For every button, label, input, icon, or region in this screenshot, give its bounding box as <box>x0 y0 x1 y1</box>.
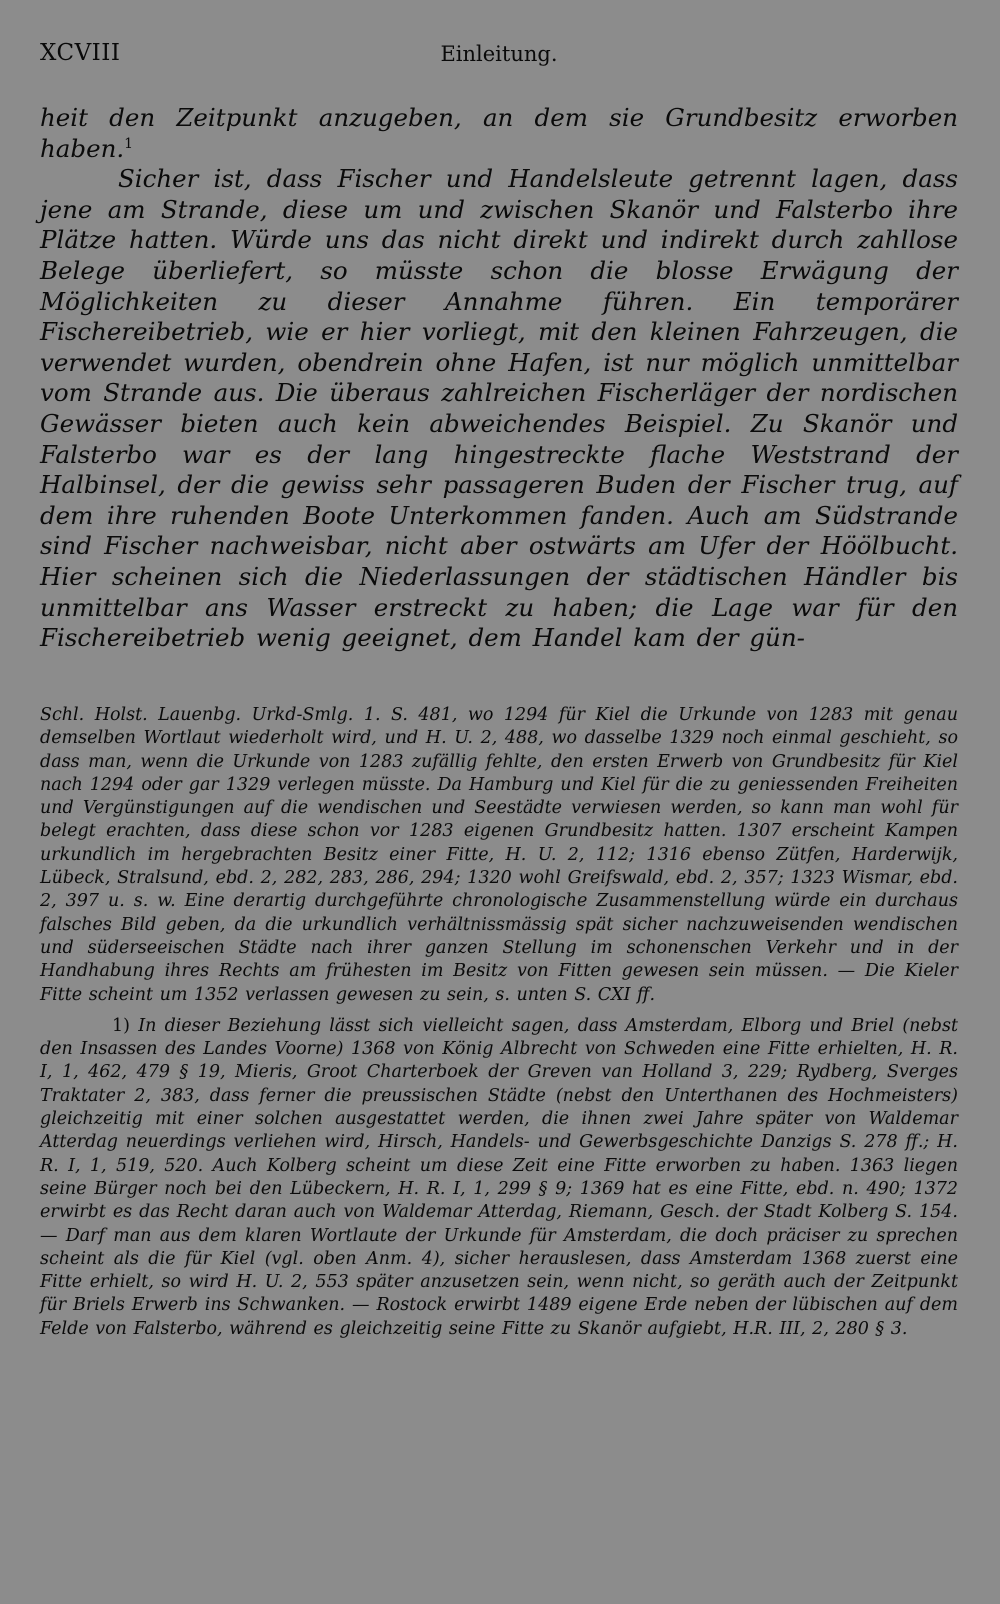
footnotes <box>40 704 958 1341</box>
footnote-1-marker: 1) <box>112 1015 130 1036</box>
footnote-1 <box>40 1015 958 1341</box>
page-number: XCVIII <box>40 40 121 66</box>
footnote-1-text: In dieser Beziehung lässt sich vielleicht sagen, dass Amsterdam, Elborg und Briel (nebst den Insassen des Landes Voorne) 1368 von König Albrecht von Schweden eine Fitte erhielten, H. R. I, 1, 462, 479 § 19, Mieris, Groot Charterboek der Greven van Holland 3, 229; Rydberg, Sverges Traktater 2, 383, dass ferner die preussischen Städte (nebst den Unterthanen des Hochmeisters) gleichzeitig mit einer solchen ausgestattet werden, die ihnen zwei Jahre später von Waldemar Atterdag neuerdings verliehen wird, Hirsch, Handels- und Gewerbsgeschichte Danzigs S. 278 ff.; H. R. I, 1, 519, 520. Auch Kolberg scheint um diese Zeit eine Fitte erworben zu haben. 1363 liegen seine Bürger noch bei den Lübeckern, H. R. I, 1, 299 § 9; 1369 hat es eine Fitte, ebd. n. 490; 1372 erwirbt es das Recht daran auch von Waldemar Atterdag, Riemann, Gesch. der Stadt Kolberg S. 154. — Darf man aus dem klaren Wortlaute der Urkunde für Amsterdam, die doch präciser zu sprechen scheint als die für Kiel (vgl. oben Anm. 4), sicher herauslesen, dass Amsterdam 1368 zuerst eine Fitte erhielt, so wird H. U. 2, 553 später anzusetzen sein, wenn nicht, so geräth auch der Zeitpunkt für Briels Erwerb ins Schwanken. — Rostock erwirbt 1489 eigene Erde neben der lübischen auf dem Felde von Falsterbo, während es gleichzeitig seine Fitte zu Skanör aufgiebt, H.R. III, 2, 280 § 3. <box>40 1015 958 1339</box>
paragraph-1 <box>40 103 958 164</box>
running-head: Einleitung. <box>440 42 558 66</box>
paragraph-1-text: heit den Zeitpunkt anzugeben, an dem sie Grundbesitz erworben haben. <box>40 103 958 163</box>
page-header <box>40 40 958 80</box>
paragraph-2: Sicher ist, dass Fischer und Handelsleute getrennt lagen, dass jene am Strande, diese um und zwischen Skanör und Falsterbo ihre Plätze hatten. Würde uns das nicht direkt und indirekt durch zahllose Belege überliefert, so müsste schon die blosse Erwägung der Möglichkeiten zu dieser Annahme führen. Ein temporärer Fischereibetrieb, wie er hier vorliegt, mit den kleinen Fahrzeugen, die verwendet wurden, obendrein ohne Hafen, ist nur möglich unmittelbar vom Strande aus. Die überaus zahlreichen Fischerläger der nordischen Gewässer bieten auch kein abweichendes Beispiel. Zu Skanör und Falsterbo war es der lang hingestreckte flache Weststrand der Halbinsel, der die gewiss sehr passageren Buden der Fischer trug, auf dem ihre ruhenden Boote Unterkommen fanden. Auch am Südstrande sind Fischer nachweisbar, nicht aber ostwärts am Ufer der Höölbucht. Hier scheinen sich die Niederlassungen der städtischen Händler bis unmittelbar ans Wasser erstreckt zu haben; die Lage war für den Fischereibetrieb wenig geeignet, dem Handel kam der gün- <box>40 164 958 653</box>
main-text <box>40 103 958 654</box>
footnote-reference: 1 <box>124 135 134 152</box>
footnote-continued: Schl. Holst. Lauenbg. Urkd-Smlg. 1. S. 481, wo 1294 für Kiel die Urkunde von 1283 mit genau demselben Wortlaut wiederholt wird, und H. U. 2, 488, wo dasselbe 1329 noch einmal geschieht, so dass man, wenn die Urkunde von 1283 zufällig fehlte, den ersten Erwerb von Grundbesitz für Kiel nach 1294 oder gar 1329 verlegen müsste. Da Hamburg und Kiel für die zu geniessenden Freiheiten und Vergünstigungen auf die wendischen und Seestädte verwiesen werden, so kann man wohl für belegt erachten, dass diese schon vor 1283 eigenen Grundbesitz hatten. 1307 erscheint Kampen urkundlich im hergebrachten Besitz einer Fitte, H. U. 2, 112; 1316 ebenso Zütfen, Harderwijk, Lübeck, Stralsund, ebd. 2, 282, 283, 286, 294; 1320 wohl Greifswald, ebd. 2, 357; 1323 Wismar, ebd. 2, 397 u. s. w. Eine derartig durchgeführte chronologische Zusammenstellung würde ein durchaus falsches Bild geben, da die urkundlich verhältnissmässig spät sicher nachzuweisenden wendischen und süderseeischen Städte nach ihrer ganzen Stellung im schonenschen Verkehr und in der Handhabung ihres Rechts am frühesten im Besitz von Fitten gewesen sein müssen. — Die Kieler Fitte scheint um 1352 verlassen gewesen zu sein, s. unten S. CXI ff. <box>40 705 958 1005</box>
